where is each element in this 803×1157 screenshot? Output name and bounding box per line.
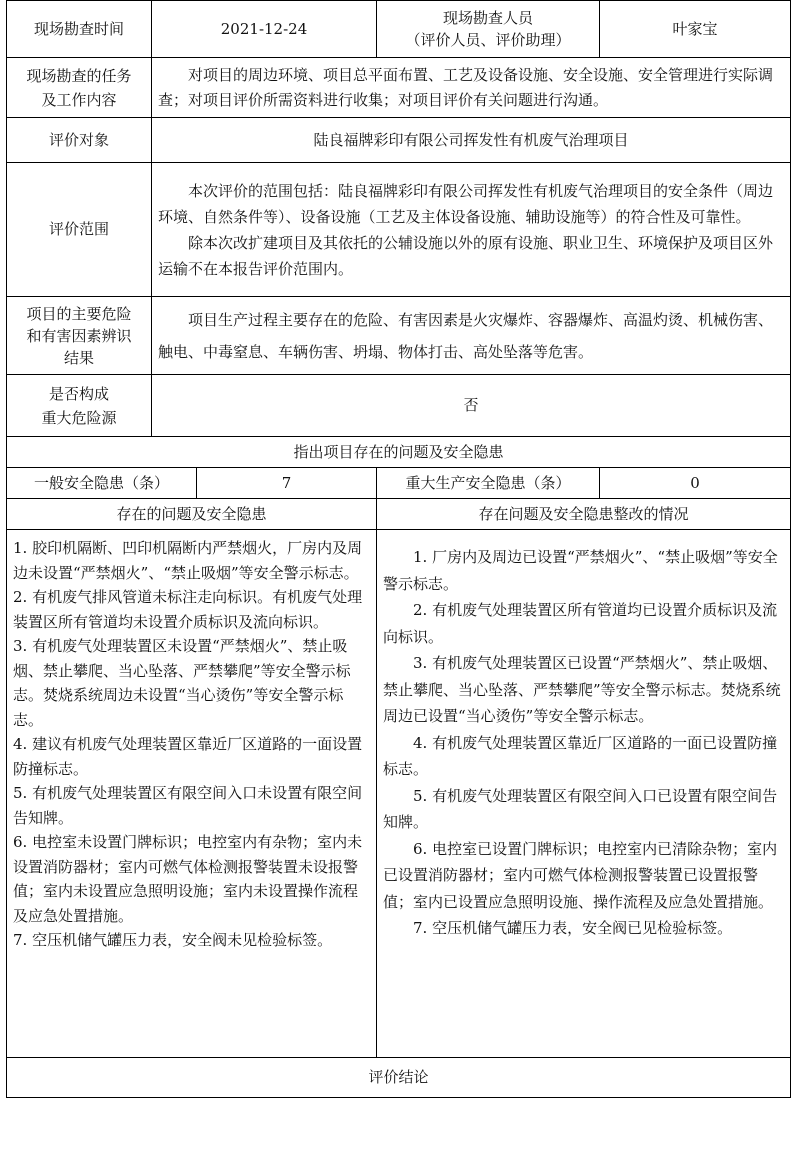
row-counts xyxy=(7,468,791,499)
scope-content xyxy=(152,163,791,297)
rectification-column-header: 存在问题及安全隐患整改的情况 xyxy=(377,499,791,530)
task-label-line2: 及工作内容 xyxy=(41,90,117,109)
major-hazard-count-value: 0 xyxy=(600,468,791,499)
inspection-staff-label-line2: （评价人员、评价助理） xyxy=(405,31,571,49)
row-major-hazard xyxy=(7,375,791,437)
row-hazard xyxy=(7,297,791,375)
document-page xyxy=(6,0,790,1098)
problem-item-4: 4. 建议有机废气处理装置区靠近厂区道路的一面设置防撞标志。 xyxy=(13,735,363,778)
problem-item-6: 6. 电控室未设置门牌标识；电控室内有杂物；室内未设置消防器材；室内可燃气体检测报警装置未设报警值；室内未设置应急照明设施；室内未设置操作流程及应急处置措施。 xyxy=(13,833,363,925)
row-conclusion-header xyxy=(7,1058,791,1098)
problem-item-2: 2. 有机废气排风管道未标注走向标识。有机废气处理装置区所有管道均未设置介质标识及流向标识。 xyxy=(13,588,363,631)
issues-header: 指出项目存在的问题及安全隐患 xyxy=(7,437,791,468)
major-hazard-value: 否 xyxy=(152,375,791,437)
task-label-line1: 现场勘查的任务 xyxy=(26,66,132,85)
hazard-label-line2: 和有害因素辨识 xyxy=(26,326,132,345)
object-label: 评价对象 xyxy=(7,118,152,163)
inspection-time-value: 2021-12-24 xyxy=(152,1,377,58)
problem-item-7: 7. 空压机储气罐压力表，安全阀未见检验标签。 xyxy=(13,931,333,949)
inspection-staff-label xyxy=(377,1,600,58)
row-task xyxy=(7,58,791,118)
scope-para-1: 本次评价的范围包括：陆良福牌彩印有限公司挥发性有机废气治理项目的安全条件（周边环境、自然条件等）、设备设施（工艺及主体设备设施、辅助设施等）的符合性及可靠性。 xyxy=(158,181,774,226)
scope-para-2: 除本次改扩建项目及其依托的公辅设施以外的原有设施、职业卫生、环境保护及项目区外运输不在本报告评价范围内。 xyxy=(158,233,774,278)
task-label xyxy=(7,58,152,118)
inspection-time-label: 现场勘查时间 xyxy=(7,1,152,58)
problem-item-1: 1. 胶印机隔断、凹印机隔断内严禁烟火，厂房内及周边未设置“严禁烟火”、“禁止吸烟”等安全警示标志。 xyxy=(13,539,363,582)
problem-item-3: 3. 有机废气处理装置区未设置“严禁烟火”、禁止吸烟、禁止攀爬、当心坠落、严禁攀爬”等安全警示标志。焚烧系统周边未设置“当心烫伤”等安全警示标志。 xyxy=(13,637,351,729)
hazard-content xyxy=(152,297,791,375)
major-hazard-count-label: 重大生产安全隐患（条） xyxy=(377,468,600,499)
hazard-label-line3: 结果 xyxy=(63,348,94,367)
conclusion-header: 评价结论 xyxy=(7,1058,791,1098)
rectification-item-2: 2. 有机废气处理装置区所有管道均已设置介质标识及流向标识。 xyxy=(383,601,778,646)
row-scope xyxy=(7,163,791,297)
rectification-item-3: 3. 有机废气处理装置区已设置“严禁烟火”、禁止吸烟、禁止攀爬、当心坠落、严禁攀爬”等安全警示标志。焚烧系统周边已设置“当心烫伤”等安全警示标志。 xyxy=(383,654,781,725)
rectification-item-5: 5. 有机废气处理装置区有限空间入口已设置有限空间告知牌。 xyxy=(383,786,778,831)
task-content xyxy=(152,58,791,118)
row-column-headers xyxy=(7,499,791,530)
rectification-item-6: 6. 电控室已设置门牌标识；电控室内已清除杂物；室内已设置消防器材；室内可燃气体检测报警装置已设置报警值；室内已设置应急照明设施、操作流程及应急处置措施。 xyxy=(383,839,778,911)
general-hazard-count-value: 7 xyxy=(197,468,377,499)
rectification-item-4: 4. 有机废气处理装置区靠近厂区道路的一面已设置防撞标志。 xyxy=(383,733,778,778)
hazard-text: 项目生产过程主要存在的危险、有害因素是火灾爆炸、容器爆炸、高温灼烫、机械伤害、触电、中毒窒息、车辆伤害、坍塌、物体打击、高处坠落等危害。 xyxy=(158,310,774,361)
inspection-staff-value: 叶家宝 xyxy=(600,1,791,58)
inspection-staff-label-line1: 现场勘查人员 xyxy=(443,9,534,27)
row-object xyxy=(7,118,791,163)
scope-label: 评价范围 xyxy=(7,163,152,297)
row-issues-header xyxy=(7,437,791,468)
rectification-list xyxy=(377,530,791,1058)
general-hazard-count-label: 一般安全隐患（条） xyxy=(7,468,197,499)
task-text: 对项目的周边环境、项目总平面布置、工艺及设备设施、安全设施、安全管理进行实际调查；对项目评价所需资料进行收集；对项目评价有关问题进行沟通。 xyxy=(158,65,774,109)
major-hazard-label-line2: 重大危险源 xyxy=(41,408,117,427)
major-hazard-label xyxy=(7,375,152,437)
rectification-item-7: 7. 空压机储气罐压力表，安全阀已见检验标签。 xyxy=(413,919,733,937)
problem-item-5: 5. 有机废气处理装置区有限空间入口未设置有限空间告知牌。 xyxy=(13,784,363,827)
row-inspection-time xyxy=(7,1,791,58)
hazard-label-line1: 项目的主要危险 xyxy=(26,304,132,323)
object-value: 陆良福牌彩印有限公司挥发性有机废气治理项目 xyxy=(152,118,791,163)
inspection-table xyxy=(6,0,791,1098)
problems-list xyxy=(7,530,377,1058)
major-hazard-label-line1: 是否构成 xyxy=(48,384,109,403)
hazard-label xyxy=(7,297,152,375)
row-issue-lists xyxy=(7,530,791,1058)
rectification-item-1: 1. 厂房内及周边已设置“严禁烟火”、“禁止吸烟”等安全警示标志。 xyxy=(383,548,778,593)
problems-column-header: 存在的问题及安全隐患 xyxy=(7,499,377,530)
